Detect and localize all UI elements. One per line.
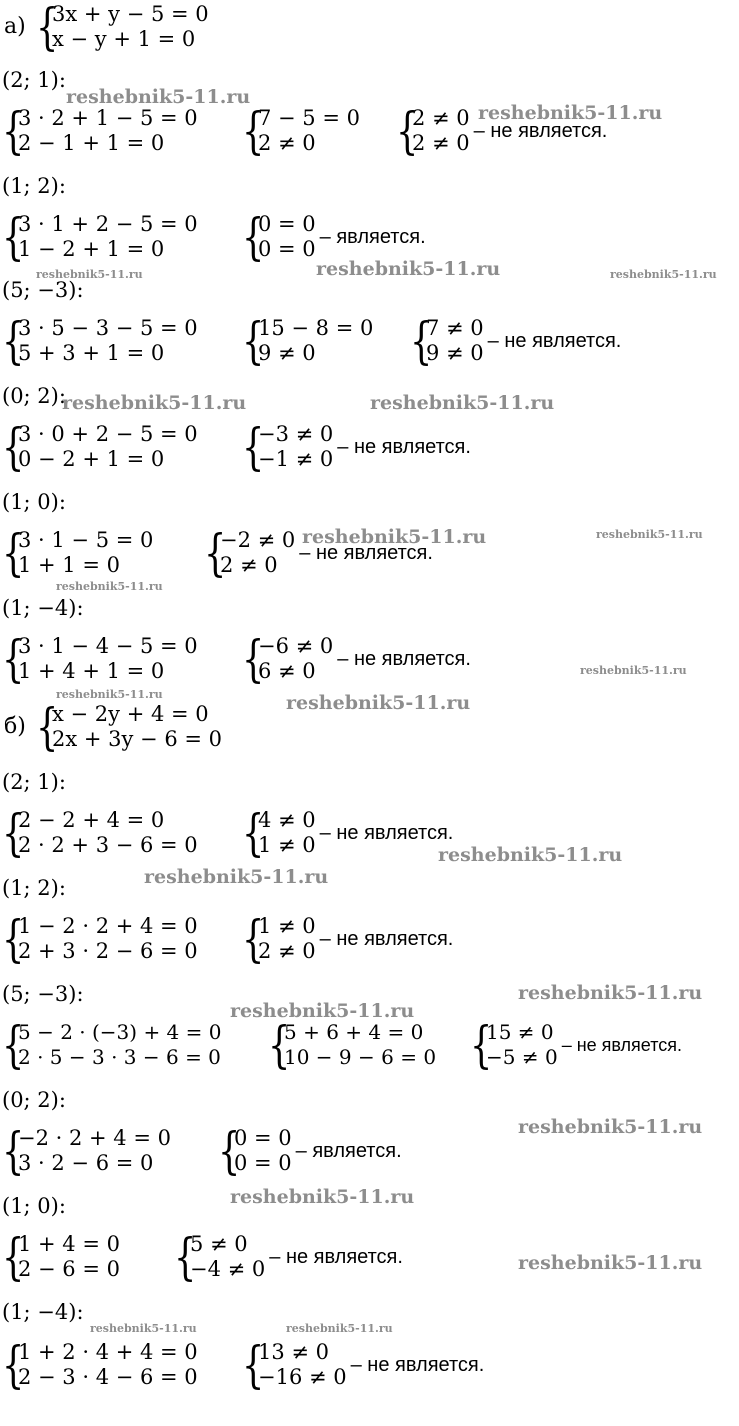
system-line: −5 ≠ 0	[486, 1045, 558, 1069]
system-line: 1 ≠ 0	[258, 914, 316, 938]
check-system	[242, 208, 426, 266]
verdict-text: – не является.	[319, 927, 454, 950]
verdict-text: – является.	[319, 225, 426, 248]
system-line: −2 ≠ 0	[220, 528, 296, 552]
watermark: reshebnik5-11.ru	[580, 664, 687, 677]
system-line: 10 − 9 − 6 = 0	[284, 1045, 437, 1069]
watermark: reshebnik5-11.ru	[610, 268, 717, 281]
system-line: 2 + 3 · 2 − 6 = 0	[18, 939, 198, 963]
system-line: 6 ≠ 0	[258, 659, 316, 683]
point-label: (5; −3):	[2, 982, 84, 1006]
check-system	[2, 1228, 120, 1286]
part-label-a: а)	[4, 14, 26, 39]
system-line: 5 + 3 + 1 = 0	[18, 341, 165, 365]
point-label: (1; 0):	[2, 490, 66, 514]
watermark: reshebnik5-11.ru	[518, 1252, 703, 1274]
system-line: 5 + 6 + 4 = 0	[284, 1020, 424, 1044]
watermark: reshebnik5-11.ru	[478, 102, 663, 124]
system-line: 0 − 2 + 1 = 0	[18, 447, 165, 471]
system-line: 3 · 1 − 5 = 0	[18, 528, 154, 552]
point-label: (1; 0):	[2, 1194, 66, 1218]
system-line: 2 · 5 − 3 · 3 − 6 = 0	[18, 1045, 221, 1069]
verdict-text: – не является.	[299, 541, 433, 564]
check-system	[2, 1336, 198, 1394]
system-line: −1 ≠ 0	[258, 447, 334, 471]
system-line: 9 ≠ 0	[426, 341, 484, 365]
part-label-b: б)	[4, 714, 26, 739]
system-line: 0 = 0	[234, 1151, 292, 1175]
verdict-text: – является.	[295, 1139, 402, 1162]
system-line: 3 · 5 − 3 − 5 = 0	[18, 316, 198, 340]
point-label: (1; 2):	[2, 174, 66, 198]
system-brace: {	[242, 910, 265, 968]
system-line: 2 ≠ 0	[412, 106, 470, 130]
check-system	[2, 524, 154, 582]
system-line: 3 · 2 + 1 − 5 = 0	[18, 106, 198, 130]
check-system	[218, 1122, 402, 1180]
system-line: 1 + 4 + 1 = 0	[18, 659, 165, 683]
point-label: (5; −3):	[2, 278, 84, 302]
check-system	[2, 910, 198, 968]
system-brace: {	[242, 312, 265, 370]
watermark: reshebnik5-11.ru	[230, 1186, 415, 1208]
check-system	[2, 208, 198, 266]
system-brace: {	[2, 630, 25, 688]
watermark: reshebnik5-11.ru	[286, 1322, 393, 1335]
point-label: (0; 2):	[2, 1088, 66, 1112]
verdict-text: – не является.	[350, 1353, 485, 1376]
system-line: 1 + 4 = 0	[18, 1232, 120, 1256]
check-system	[2, 804, 198, 862]
system-line: 4 ≠ 0	[258, 808, 316, 832]
watermark: reshebnik5-11.ru	[66, 86, 251, 108]
system-line: −4 ≠ 0	[190, 1257, 266, 1281]
system-line: 2 ≠ 0	[412, 131, 470, 155]
system-line: 3 · 1 − 4 − 5 = 0	[18, 634, 198, 658]
watermark: reshebnik5-11.ru	[62, 392, 247, 414]
check-system	[2, 418, 198, 476]
system-line: 2 · 2 + 3 − 6 = 0	[18, 833, 198, 857]
system-line: 3x + y − 5 = 0	[52, 2, 209, 26]
system-brace: {	[2, 1122, 25, 1180]
check-system	[242, 630, 471, 688]
watermark: reshebnik5-11.ru	[36, 268, 143, 281]
system-brace: {	[36, 698, 59, 756]
point-label: (1; −4):	[2, 1300, 84, 1324]
system-line: 7 ≠ 0	[426, 316, 484, 340]
system-line: 1 − 2 · 2 + 4 = 0	[18, 914, 198, 938]
watermark: reshebnik5-11.ru	[90, 1322, 197, 1335]
system-line: −6 ≠ 0	[258, 634, 334, 658]
system-brace: {	[174, 1228, 197, 1286]
main-system-b	[36, 698, 222, 756]
system-brace: {	[268, 1016, 291, 1074]
system-line: 3 · 1 + 2 − 5 = 0	[18, 212, 198, 236]
system-brace: {	[2, 102, 25, 160]
system-brace: {	[2, 1336, 25, 1394]
system-line: 1 + 1 = 0	[18, 553, 120, 577]
verdict-text: – не является.	[561, 1034, 683, 1055]
watermark: reshebnik5-11.ru	[370, 392, 555, 414]
system-brace: {	[36, 0, 59, 56]
point-label: (1; 2):	[2, 876, 66, 900]
check-system	[174, 1228, 403, 1286]
system-brace: {	[2, 910, 25, 968]
system-brace: {	[2, 418, 25, 476]
system-line: 15 ≠ 0	[486, 1020, 554, 1044]
system-line: 2 ≠ 0	[258, 131, 316, 155]
system-line: 7 − 5 = 0	[258, 106, 360, 130]
system-line: 13 ≠ 0	[258, 1340, 330, 1364]
watermark: reshebnik5-11.ru	[302, 526, 487, 548]
system-line: 5 − 2 · (−3) + 4 = 0	[18, 1020, 222, 1044]
check-system	[242, 1336, 485, 1394]
system-brace: {	[242, 102, 265, 160]
check-system	[242, 910, 454, 968]
check-system	[410, 312, 622, 370]
verdict-text: – не является.	[269, 1245, 403, 1268]
check-system	[2, 312, 198, 370]
system-line: 2 ≠ 0	[258, 939, 316, 963]
watermark: reshebnik5-11.ru	[56, 580, 163, 593]
check-system	[2, 630, 198, 688]
watermark: reshebnik5-11.ru	[518, 982, 703, 1004]
system-brace: {	[242, 418, 265, 476]
check-system	[268, 1016, 437, 1074]
watermark: reshebnik5-11.ru	[316, 258, 501, 280]
system-brace: {	[2, 312, 25, 370]
verdict-text: – не является.	[487, 329, 622, 352]
system-line: 5 ≠ 0	[190, 1232, 248, 1256]
verdict-text: – не является.	[337, 647, 471, 670]
system-line: x − 2y + 4 = 0	[52, 702, 209, 726]
check-system	[470, 1016, 683, 1074]
watermark: reshebnik5-11.ru	[596, 528, 703, 541]
watermark: reshebnik5-11.ru	[438, 844, 623, 866]
check-system	[242, 418, 471, 476]
watermark: reshebnik5-11.ru	[144, 866, 329, 888]
system-line: 2 − 1 + 1 = 0	[18, 131, 165, 155]
watermark: reshebnik5-11.ru	[230, 1000, 415, 1022]
system-brace: {	[242, 1336, 265, 1394]
system-line: x − y + 1 = 0	[52, 27, 196, 51]
system-line: −16 ≠ 0	[258, 1365, 347, 1389]
system-line: 15 − 8 = 0	[258, 316, 374, 340]
verdict-text: – не является.	[337, 435, 471, 458]
system-brace: {	[218, 1122, 241, 1180]
point-label: (2; 1):	[2, 68, 66, 92]
system-line: 1 − 2 + 1 = 0	[18, 237, 165, 261]
main-system-a	[36, 0, 209, 56]
system-brace: {	[2, 1016, 25, 1074]
check-system	[242, 804, 454, 862]
system-line: 2 − 6 = 0	[18, 1257, 120, 1281]
system-line: 0 = 0	[258, 212, 316, 236]
system-brace: {	[204, 524, 227, 582]
system-line: 1 ≠ 0	[258, 833, 316, 857]
system-brace: {	[2, 1228, 25, 1286]
check-system	[2, 102, 198, 160]
system-brace: {	[2, 208, 25, 266]
watermark: reshebnik5-11.ru	[56, 688, 163, 701]
system-line: −2 · 2 + 4 = 0	[18, 1126, 171, 1150]
point-label: (0; 2):	[2, 384, 66, 408]
system-line: 2 ≠ 0	[220, 553, 278, 577]
point-label: (1; −4):	[2, 596, 84, 620]
system-brace: {	[470, 1016, 493, 1074]
watermark: reshebnik5-11.ru	[518, 1116, 703, 1138]
verdict-text: – не является.	[473, 119, 608, 142]
system-line: 3 · 2 − 6 = 0	[18, 1151, 154, 1175]
system-brace: {	[242, 630, 265, 688]
system-brace: {	[396, 102, 419, 160]
verdict-text: – не является.	[319, 821, 454, 844]
check-system	[242, 312, 374, 370]
system-line: 9 ≠ 0	[258, 341, 316, 365]
system-line: 2x + 3y − 6 = 0	[52, 727, 222, 751]
system-brace: {	[2, 524, 25, 582]
point-label: (2; 1):	[2, 770, 66, 794]
system-line: 0 = 0	[234, 1126, 292, 1150]
watermark: reshebnik5-11.ru	[286, 692, 471, 714]
system-brace: {	[410, 312, 433, 370]
check-system	[2, 1016, 222, 1074]
system-line: 1 + 2 · 4 + 4 = 0	[18, 1340, 198, 1364]
system-line: 2 − 3 · 4 − 6 = 0	[18, 1365, 198, 1389]
system-brace: {	[242, 208, 265, 266]
check-system	[242, 102, 360, 160]
system-brace: {	[2, 804, 25, 862]
system-brace: {	[242, 804, 265, 862]
system-line: 3 · 0 + 2 − 5 = 0	[18, 422, 198, 446]
system-line: 2 − 2 + 4 = 0	[18, 808, 165, 832]
system-line: −3 ≠ 0	[258, 422, 334, 446]
check-system	[2, 1122, 171, 1180]
system-line: 0 = 0	[258, 237, 316, 261]
